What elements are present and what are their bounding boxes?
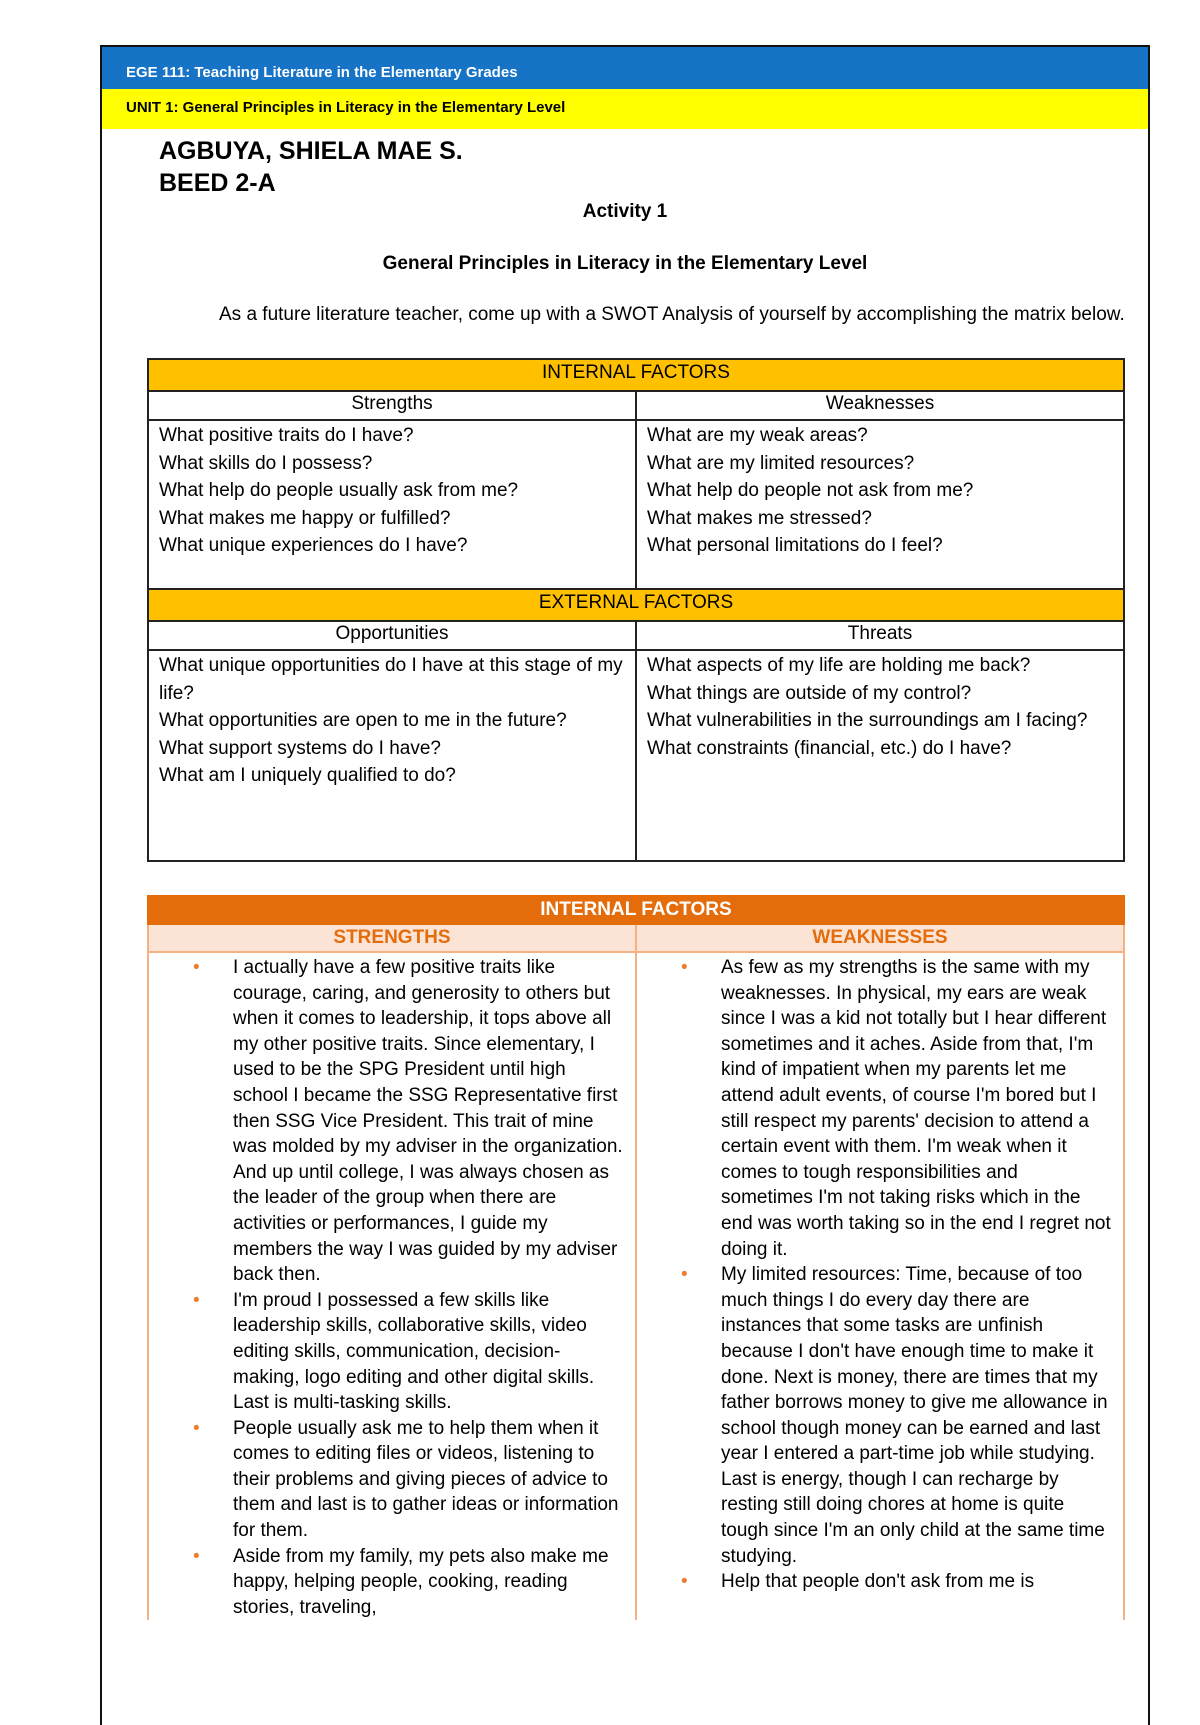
strengths-answers <box>148 952 636 1620</box>
threats-heading: Threats <box>636 621 1124 650</box>
question: What things are outside of my control? <box>647 682 972 704</box>
answer-text: • I'm proud I possessed a few skills like leadership skills, collaborative skills, video editing skills, communication, decision-making, logo editing and other digital skills. Last is multi-tasking skills. <box>233 1289 595 1414</box>
answer-text: • Help that people don't ask from me is <box>721 1571 1035 1593</box>
question: What positive traits do I have? <box>159 425 414 446</box>
question: What vulnerabilities in the surroundings am I facing? <box>647 710 1088 731</box>
document-page <box>100 45 1150 1725</box>
question: What am I uniquely qualified to do? <box>159 765 456 786</box>
answer-text: • Aside from my family, my pets also make me happy, helping people, cooking, reading stories, traveling, <box>233 1545 609 1618</box>
lesson-title: General Principles in Literacy in the Elementary Level <box>382 253 868 274</box>
question: What help do people not ask from me? <box>647 480 974 501</box>
answer-weaknesses-heading: WEAKNESSES <box>636 924 1124 952</box>
list-item <box>721 1262 1111 1569</box>
swot-template-table <box>147 358 1125 862</box>
student-section: BEED 2-A <box>159 169 276 197</box>
external-factors-heading: EXTERNAL FACTORS <box>148 589 1124 621</box>
answer-internal-heading: INTERNAL FACTORS <box>148 896 1124 924</box>
opportunities-heading: Opportunities <box>148 621 636 650</box>
question: What unique opportunities do I have at this stage of my life? <box>159 655 623 704</box>
question: What makes me stressed? <box>647 507 872 529</box>
unit-title: UNIT 1: General Principles in Literacy in the Elementary Level <box>126 99 566 116</box>
activity-instruction: As a future literature teacher, come up with a SWOT Analysis of yourself by accomplishing the matrix below. <box>219 304 1125 325</box>
question: What are my limited resources? <box>647 452 915 474</box>
swot-answer-table <box>147 895 1125 1620</box>
internal-factors-heading: INTERNAL FACTORS <box>148 359 1124 391</box>
question: What opportunities are open to me in the future? <box>159 710 567 731</box>
question: What are my weak areas? <box>647 425 868 446</box>
list-item <box>721 1569 1111 1595</box>
opportunities-questions <box>148 650 636 861</box>
list-item <box>233 1416 623 1544</box>
strengths-heading: Strengths <box>148 391 636 420</box>
threats-questions <box>636 650 1124 861</box>
list-item <box>233 1544 623 1621</box>
weaknesses-questions <box>636 420 1124 589</box>
list-item <box>721 955 1111 1262</box>
activity-title: Activity 1 <box>582 201 668 222</box>
answer-text: • As few as my strengths is the same with my weaknesses. In physical, my ears are weak since I was a kid not totally but I hear different sometimes and it aches. Aside from that, I'm kind of impatient when my parents let me attend adult events, of course I'm bored but I still respect my parents' decision to attend a certain event with them. I'm weak when it comes to tough responsibilities and sometimes I'm not taking risks which in the end was worth taking so in the end I regret not doing it. <box>721 957 1111 1260</box>
answer-text: • My limited resources: Time, because of too much things I do every day there are instances that some tasks are unfinish because I don't have enough time to make it done. Next is money, there are times that my father borrows money to give me allowance in school though money can be earned and last year I entered a part-time job while studying. Last is energy, though I can recharge by resting still doing chores at home is quite tough since I'm an only child at the same time studying. <box>721 1264 1108 1567</box>
course-title: EGE 111: Teaching Literature in the Elementary Grades <box>126 64 518 81</box>
course-header <box>102 47 1148 89</box>
list-item <box>233 1288 623 1416</box>
weaknesses-answers <box>636 952 1124 1620</box>
answer-text: • People usually ask me to help them when it comes to editing files or videos, listening to their problems and giving pieces of advice to them and last is to gather ideas or information for them. <box>233 1417 619 1542</box>
list-item <box>233 955 623 1288</box>
question: What unique experiences do I have? <box>159 535 468 556</box>
question: What personal limitations do I feel? <box>647 535 943 556</box>
question: What skills do I possess? <box>159 452 373 474</box>
strengths-list <box>161 955 623 1620</box>
unit-header <box>102 89 1148 129</box>
weaknesses-heading: Weaknesses <box>636 391 1124 420</box>
question: What constraints (financial, etc.) do I have? <box>647 737 1012 759</box>
question: What makes me happy or fulfilled? <box>159 507 451 529</box>
question: What support systems do I have? <box>159 737 441 759</box>
strengths-questions <box>148 420 636 589</box>
question: What aspects of my life are holding me back? <box>647 655 1031 676</box>
student-name: AGBUYA, SHIELA MAE S. <box>159 137 463 165</box>
answer-strengths-heading: STRENGTHS <box>148 924 636 952</box>
answer-text: • I actually have a few positive traits like courage, caring, and generosity to others but when it comes to leadership, it tops above all my other positive traits. Since elementary, I used to be the SPG President until high school I became the SSG Representative first then SSG Vice President. This trait of mine was molded by my adviser in the organization. And up until college, I was always chosen as the leader of the group when there are activities or performances, I guide my members the way I was guided by my adviser back then. <box>233 957 623 1286</box>
question: What help do people usually ask from me? <box>159 480 519 501</box>
weaknesses-list <box>649 955 1111 1595</box>
